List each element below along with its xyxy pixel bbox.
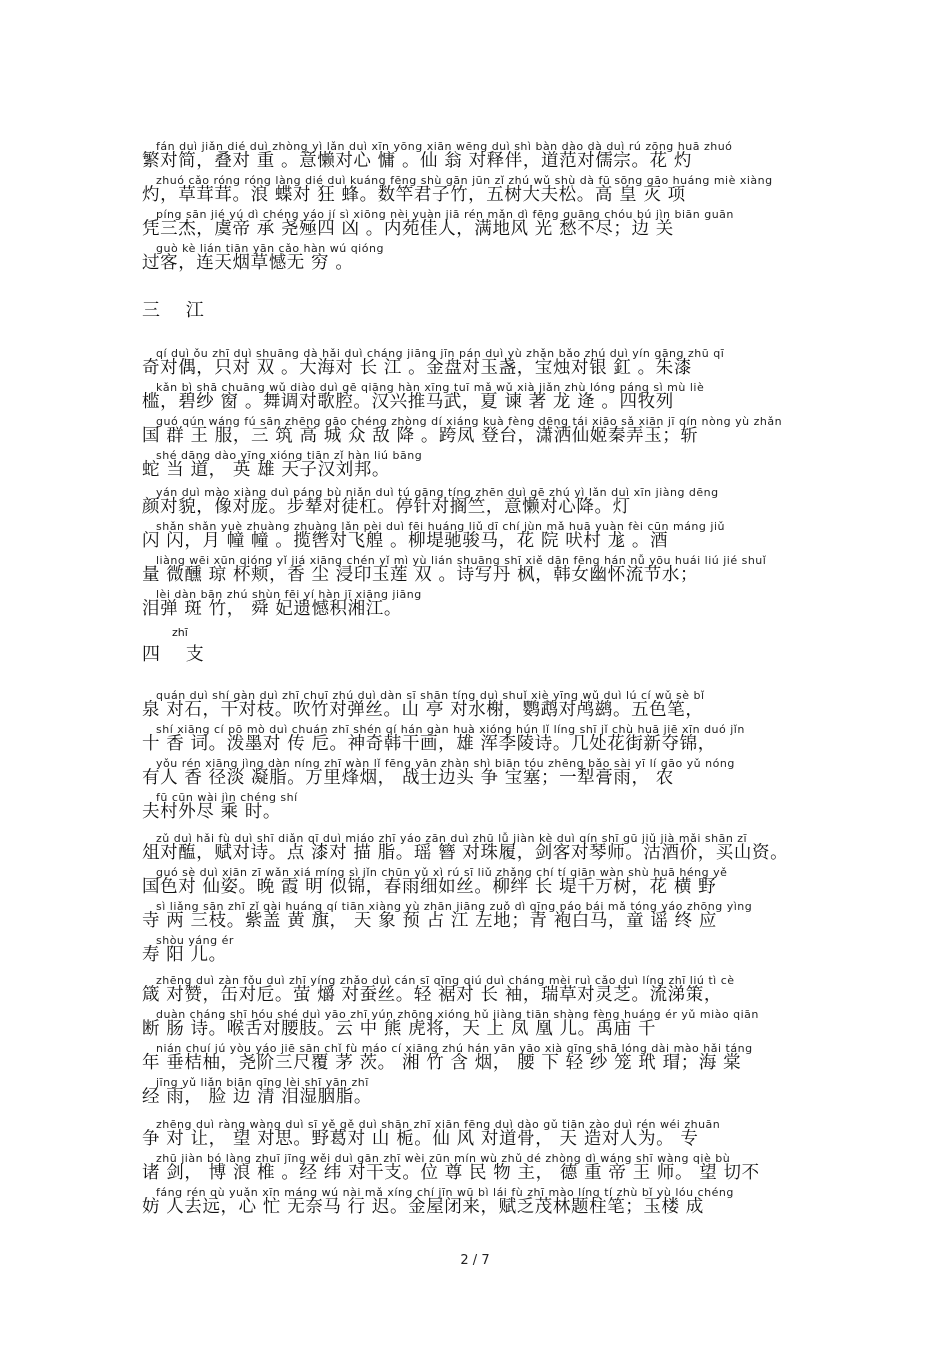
text-line bbox=[142, 1118, 822, 1152]
pinyin-line: jīng yǔ liǎn biān qīng lèi shī yān zhī bbox=[156, 1076, 369, 1089]
hanzi-line: 泪弹 斑 竹， 舜 妃遗憾积湘江。 bbox=[142, 599, 402, 619]
pinyin-line: zhuó cǎo róng róng làng dié duì kuáng fēng shù gān jūn zǐ zhú wǔ shù dà fū sōng gāo huáng miè xiàng bbox=[156, 174, 773, 187]
section-heading: 三 江 bbox=[142, 300, 214, 321]
text-line bbox=[142, 415, 822, 449]
pinyin-line: sì liǎng sān zhī zǐ gài huáng qí tiān xiàng yù zhān jiāng zuǒ dì qīng páo bái mǎ tóng yáo zhōng yìng bbox=[156, 900, 753, 913]
hanzi-line: 有人 香 径淡 凝脂。万里烽烟， 战士边头 争 宝塞；一犁膏雨， 农 bbox=[142, 768, 674, 788]
hanzi-line: 夫村外尽 乘 时。 bbox=[142, 802, 282, 822]
pinyin-line: guò kè lián tiān yān cǎo hàn wú qióng bbox=[156, 242, 384, 255]
text-line bbox=[142, 934, 822, 968]
hanzi-line: 奇对偶，只对 双 。大海对 长 江 。金盘对玉盏，宝烛对银 釭 。朱漆 bbox=[142, 358, 692, 378]
text-line bbox=[142, 1008, 822, 1042]
text-line bbox=[142, 140, 822, 174]
page-number: 2 / 7 bbox=[460, 1253, 490, 1268]
pinyin-line: kǎn bì shā chuāng wǔ diào duì gē qiāng hàn xīng tuī mǎ wǔ xià jiǎn zhù lóng páng sì mù liè bbox=[156, 381, 705, 394]
hanzi-line: 争 对 让， 望 对思。野葛对 山 栀。仙 风 对道骨， 天 造对人为。 专 bbox=[142, 1129, 699, 1149]
pinyin-line: shǎn shǎn yuè zhuàng zhuàng lǎn pèi duì fēi huáng liǔ dī chí jùn mǎ huā yuàn fèi cūn máng jiǔ bbox=[156, 520, 725, 533]
pinyin-line: quán duì shí gàn duì zhī chuī zhú duì dàn sī shān tíng duì shuǐ xiè yīng wǔ duì lú cí wǔ sè bǐ bbox=[156, 689, 705, 702]
heading-pinyin: zhī bbox=[172, 626, 188, 639]
pinyin-line: zhēng duì ràng wàng duì sī yě gě duì shān zhī xiān fēng duì dào gǔ tiān zào duì rén wéi zhuān bbox=[156, 1118, 721, 1131]
pinyin-line: zǔ duì hǎi fù duì shī diǎn qī duì miáo zhī yáo zān duì zhū lǚ jiàn kè duì qín shī gū jiǔ jià mǎi shān zī bbox=[156, 832, 748, 845]
pinyin-line: fáng rén qù yuǎn xīn máng wú nài mǎ xíng chí jīn wū bì lái fù zhī mào líng tí zhù bǐ yù lóu chéng bbox=[156, 1186, 734, 1199]
paragraph-1 bbox=[142, 140, 822, 276]
hanzi-line: 经 雨， 脸 边 清 泪湿胭脂。 bbox=[142, 1087, 372, 1107]
pinyin-line: zhēng duì zàn fǒu duì zhī yíng zhǎo duì cán sī qīng qiú duì cháng mèi ruì cǎo duì líng zhī liú tì cè bbox=[156, 974, 735, 987]
text-line bbox=[142, 723, 822, 757]
text-line bbox=[142, 486, 822, 520]
hanzi-line: 俎对醢，赋对诗。点 漆对 描 脂。瑶 簪 对珠履，剑客对琴师。沽酒价，买山资。 bbox=[142, 843, 789, 863]
pinyin-line: yǒu rén xiāng jìng dàn níng zhī wàn lǐ fēng yān zhàn shì biān tóu zhēng bǎo sài yī lí gāo yǔ nóng bbox=[156, 757, 735, 770]
hanzi-line: 过客，连天烟草憾无 穷 。 bbox=[142, 253, 354, 273]
hanzi-line: 繁对简，叠对 重 。意懒对心 慵 。仙 翁 对释伴，道范对儒宗。花 灼 bbox=[142, 151, 692, 171]
text-line bbox=[142, 554, 822, 588]
hanzi-line: 颜对貌，像对庞。步辇对徒杠。停针对搁竺，意懒对心降。灯 bbox=[142, 497, 631, 517]
pinyin-line: shí xiāng cí pō mò duì chuán zhī shén qí hán gàn huà xióng hún lǐ líng shī jǐ chù huā jiē xīn duó jǐn bbox=[156, 723, 745, 736]
hanzi-line: 量 微醺 琼 杯颊，香 尘 浸印玉莲 双 。诗写丹 枫，韩女幽怀流节水； bbox=[142, 565, 699, 585]
hanzi-line: 寿 阳 儿。 bbox=[142, 945, 227, 965]
text-line bbox=[142, 208, 822, 242]
text-line bbox=[142, 900, 822, 934]
text-line bbox=[142, 866, 822, 900]
hanzi-line: 年 垂桔柚，尧阶三尺覆 茅 茨。 湘 竹 含 烟， 腰 下 轻 纱 笼 玳 瑁；海 棠 bbox=[142, 1053, 742, 1073]
text-line bbox=[142, 689, 822, 723]
paragraph-4 bbox=[142, 689, 822, 825]
hanzi-line: 泉 对石，干对枝。吹竹对弹丝。山 亭 对水榭，鹦鹉对鸬鹚。五色笔， bbox=[142, 700, 704, 720]
text-line bbox=[142, 588, 822, 622]
pinyin-line: shé dāng dào yīng xióng tiān zǐ hàn liú bāng bbox=[156, 449, 423, 462]
pinyin-line: nián chuí jú yòu yáo jiē sān chǐ fù máo cí xiāng zhú hán yān yāo xià qīng shā lóng dài mào hǎi táng bbox=[156, 1042, 753, 1055]
hanzi-line: 寺 两 三枝。紫盖 黄 旗， 天 象 预 占 江 左地；青 袍白马，童 谣 终 应 bbox=[142, 911, 717, 931]
hanzi-line: 十 香 词。泼墨对 传 卮。神奇韩干画，雄 浑李陵诗。几处花街新夺锦， bbox=[142, 734, 716, 754]
text-line bbox=[142, 1042, 822, 1076]
text-line bbox=[142, 974, 822, 1008]
pinyin-line: lèi dàn bān zhú shùn fēi yí hàn jī xiāng jiāng bbox=[156, 588, 422, 601]
hanzi-line: 槛，碧纱 窗 。舞调对歌腔。汉兴推马武，夏 谏 著 龙 逄 。四牧列 bbox=[142, 392, 674, 412]
text-line bbox=[142, 347, 822, 381]
text-line bbox=[142, 381, 822, 415]
text-line bbox=[142, 242, 822, 276]
heading-text: 四 支 bbox=[142, 644, 214, 665]
hanzi-line: 断 肠 诗。喉舌对腰肢。云 中 熊 虎将，天 上 凤 凰 儿。禹庙 千 bbox=[142, 1019, 657, 1039]
hanzi-line: 闪 闪，月 幢 幢 。揽辔对飞艎 。柳堤驰骏马，花 院 吠村 尨 。酒 bbox=[142, 531, 669, 551]
pinyin-line: yán duì mào xiàng duì páng bù niǎn duì tú gāng tíng zhēn duì gē zhú yì lǎn duì xīn jiàng dēng bbox=[156, 486, 719, 499]
text-line bbox=[142, 1186, 822, 1220]
hanzi-line: 凭三杰，虞帝 承 尧殛四 凶 。内苑佳人，满地风 光 愁不尽；边 关 bbox=[142, 219, 674, 239]
section-heading bbox=[142, 626, 214, 666]
pinyin-line: guó sè duì xiān zī wǎn xiá míng sì jǐn chūn yǔ xì rú sī liǔ zhǎng chí tí qiān wàn shù huā héng yě bbox=[156, 866, 728, 879]
hanzi-line: 妨 人去远，心 忙 无奈马 行 迟。金屋闭来，赋乏茂林题柱笔；玉楼 成 bbox=[142, 1197, 704, 1217]
paragraph-2 bbox=[142, 347, 822, 483]
pinyin-line: fán duì jiǎn dié duì zhòng yì lǎn duì xīn yōng xiān wēng duì shì bàn dào dà duì rú zōng huā zhuó bbox=[156, 140, 733, 153]
pinyin-line: shòu yáng ér bbox=[156, 934, 234, 947]
text-line bbox=[142, 832, 822, 866]
text-line bbox=[142, 520, 822, 554]
hanzi-line: 蛇 当 道， 英 雄 天子汉刘邦。 bbox=[142, 460, 391, 480]
paragraph-6 bbox=[142, 974, 822, 1110]
text-line bbox=[142, 791, 822, 825]
paragraph-5 bbox=[142, 832, 822, 968]
paragraph-7 bbox=[142, 1118, 822, 1220]
hanzi-line: 国 群 王 服，三 筑 高 城 众 敌 降 。跨凤 登台，潇洒仙姬秦弄玉；斩 bbox=[142, 426, 699, 446]
paragraph-3 bbox=[142, 486, 822, 622]
hanzi-line: 箴 对赞，缶对卮。萤 爝 对蚕丝。轻 裾对 长 袖，瑞草对灵芝。流涕策， bbox=[142, 985, 722, 1005]
hanzi-line: 诸 剑， 博 浪 椎 。经 纬 对干支。位 尊 民 物 主， 德 重 帝 王 师。 望 切不 bbox=[142, 1163, 760, 1183]
text-line bbox=[142, 449, 822, 483]
hanzi-line: 灼，草茸茸。浪 蝶对 狂 蜂。数竿君子竹，五树大夫松。高 皇 灭 项 bbox=[142, 185, 686, 205]
pinyin-line: guó qún wáng fú sān zhēng gāo chéng zhòng dí xiáng kuà fèng dēng tái xiāo sǎ xiān jī qín nòng yù zhǎn bbox=[156, 415, 783, 428]
text-line bbox=[142, 1152, 822, 1186]
pinyin-line: fū cūn wài jìn chéng shí bbox=[156, 791, 298, 804]
pinyin-line: qí duì ǒu zhī duì shuāng dà hǎi duì cháng jiāng jīn pán duì yù zhǎn bǎo zhú duì yín gāng zhū qī bbox=[156, 347, 725, 360]
text-line bbox=[142, 757, 822, 791]
text-line bbox=[142, 1076, 822, 1110]
text-line bbox=[142, 174, 822, 208]
hanzi-line: 国色对 仙姿。晚 霞 明 似锦，春雨细如丝。柳绊 长 堤千万树，花 横 野 bbox=[142, 877, 717, 897]
pinyin-line: duàn cháng shī hóu shé duì yāo zhī yún zhōng xióng hǔ jiàng tiān shàng fèng huáng ér yǔ miào qiān bbox=[156, 1008, 759, 1021]
pinyin-line: píng sān jié yú dì chéng yáo jí sì xiōng nèi yuàn jiā rén mǎn dì fēng guāng chóu bú jìn biān guān bbox=[156, 208, 734, 221]
pinyin-line: zhū jiàn bó làng zhuī jīng wěi duì gān zhī wèi zūn mín wù zhǔ dé zhòng dì wáng shī wàng qiè bù bbox=[156, 1152, 731, 1165]
pinyin-line: liàng wēi xūn qióng yǐ jiá xiāng chén yǐ mì yù lián shuāng shī xiě dān fēng hán nǚ yōu huái liú jié shuǐ bbox=[156, 554, 767, 567]
